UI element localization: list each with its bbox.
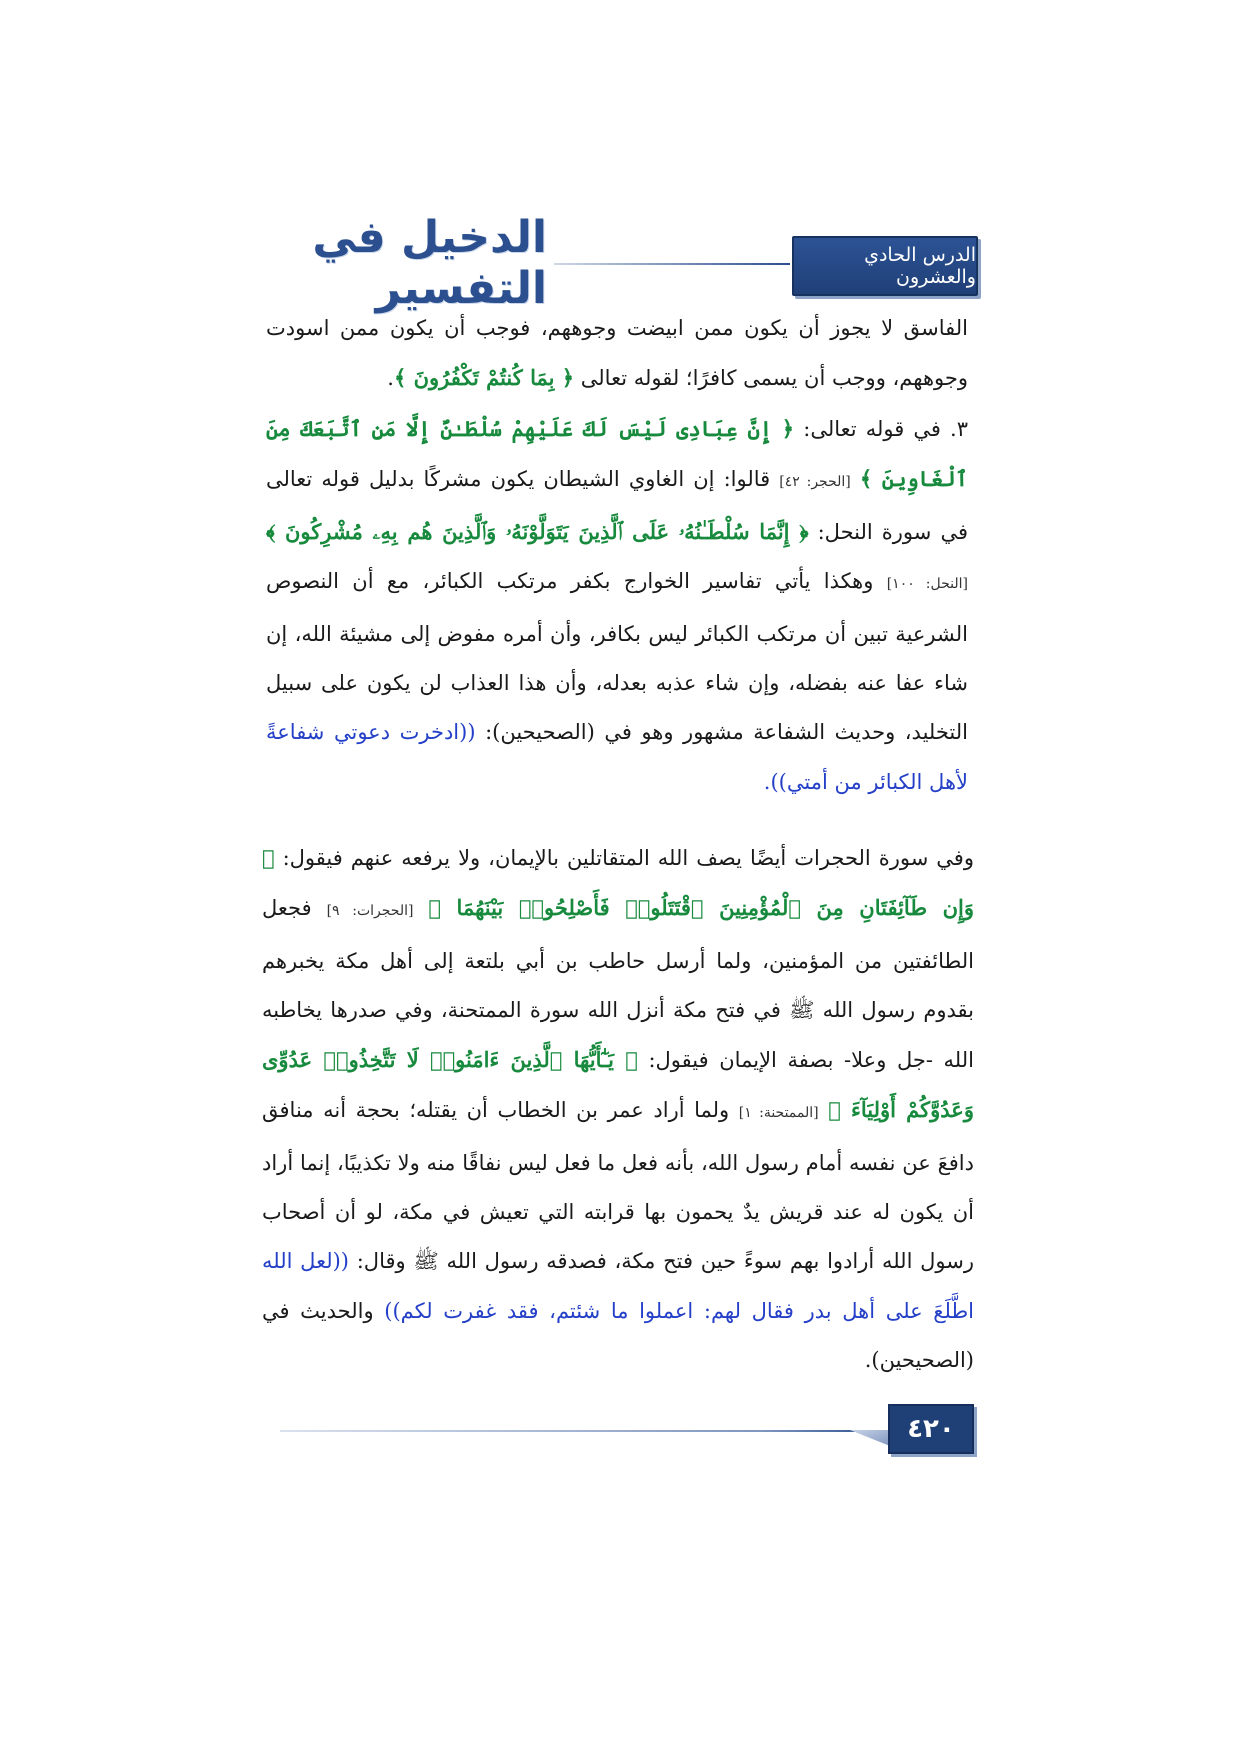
text-segment: والحديث في (الصحيحين). — [262, 1298, 974, 1372]
list-number: ٣. — [950, 416, 969, 441]
paragraph-intro — [266, 304, 968, 404]
text-segment: وهكذا يأتي تفاسير الخوارج بكفر مرتكب الكبائر، مع أن النصوص الشرعية تبين أن مرتكب الكبائر ليس بكافر، وأن أمره مفوض إلى مشيئة الله، إن شاء عفا عنه بفضله، وإن شاء عذبه بعدله، وأن هذا العذاب لن يكون على سبيل التخليد، وحديث الشفاعة مشهور وهو في (الصحيحين): — [266, 569, 968, 745]
verse-reference: [النحل: ١٠٠] — [886, 576, 968, 593]
verse-reference: [الحجرات: ٩] — [326, 903, 414, 920]
text-line: الفاسق لا يجوز أن يكون ممن ابيضت وجوههم، فوجب أن يكون ممن اسودت — [266, 316, 968, 340]
quran-verse: ﴿ بِمَا كُنتُمْ تَكْفُرُونَ ﴾ — [393, 365, 575, 391]
quran-verse: ﴿ إِنَّ عِبَادِى لَيْسَ لَكَ عَلَيْهِمْ سُلْطَـٰنٌ إِلَّا مَنِ ٱتَّبَعَكَ مِنَ ٱلْغَاوِينَ ﴾ — [266, 415, 968, 491]
paragraph-hujurat — [262, 833, 974, 1385]
text-line: وجوههم، ووجب أن يسمى كافرًا؛ لقوله تعالى — [580, 366, 968, 391]
hadith-quote: ((ادخرت دعوتي شفاعةً لأهل الكبائر من أمتي)). — [266, 720, 968, 794]
text-segment: فجعل الطائفتين من المؤمنين، ولما أرسل حاطب بن أبي بلتعة إلى أهل مكة يخبرهم بقدوم رسول الله ﷺ في فتح مكة أنزل الله سورة الممتحنة، وفي صدرها يخاطبه الله -جل وعلا- بصفة الإيمان فيقول: — [262, 896, 974, 1073]
text-segment: قالوا: إن الغاوي الشيطان يكون مشركًا بدليل قوله تعالى في سورة النحل: — [266, 466, 968, 545]
quran-verse: ﴿ وَإِن طَآئِفَتَانِ مِنَ ٱلْمُؤْمِنِينَ ٱقْتَتَلُوا۟ فَأَصْلِحُوا۟ بَيْنَهُمَا ﴾ — [262, 844, 974, 921]
header-divider — [554, 263, 790, 265]
page-header — [262, 212, 976, 314]
verse-reference: [الحجر: ٤٢] — [779, 473, 851, 490]
section-kharijite-interpretations — [262, 304, 974, 807]
section-hujurat — [262, 833, 974, 1385]
quran-verse: ﴿ يَـٰٓأَيُّهَا ٱلَّذِينَ ءَامَنُوا۟ لَا تَتَّخِذُوا۟ عَدُوِّى وَعَدُوَّكُمْ أَوْلِيَآءَ ﴾ — [262, 1047, 974, 1123]
verse-reference: [الممتحنة: ١] — [738, 1105, 819, 1122]
list-item-3 — [266, 404, 968, 807]
page-number: ٤٢٠ — [888, 1404, 974, 1454]
text-segment: وفي سورة الحجرات أيضًا يصف الله المتقاتلين بالإيمان، ولا يرفعه عنهم فيقول: — [282, 845, 974, 870]
book-title: الدخيل في التفسير — [312, 212, 547, 314]
text-segment: في قوله تعالى: — [803, 416, 941, 441]
quran-verse: ﴿ إِنَّمَا سُلْطَـٰنُهُۥ عَلَى ٱلَّذِينَ يَتَوَلَّوْنَهُۥ وَٱلَّذِينَ هُم بِهِۦ مُشْرِكُونَ ﴾ — [266, 519, 809, 545]
footer-divider — [280, 1430, 882, 1432]
hadith-quote: ((لعل الله اطَّلَعَ على أهل بدر فقال لهم: اعملوا ما شئتم، فقد غفرت لكم)) — [262, 1249, 974, 1323]
page-body — [262, 304, 974, 1385]
text-segment: ولما أراد عمر بن الخطاب أن يقتله؛ بحجة أنه منافق دافعَ عن نفسه أمام رسول الله، بأنه فعل ما فعل ليس نفاقًا منه ولا تكذيبًا، إنما أراد أن يكون له عند قريش يدٌ يحمون بها قرابته التي تعيش في مكة، لو أن أصحاب رسول الله أرادوا بهم سوءً حين فتح مكة، فصدقه رسول الله ﷺ وقال: — [262, 1098, 974, 1274]
footer-ornament — [850, 1430, 890, 1446]
punctuation: . — [387, 366, 394, 391]
lesson-badge: الدرس الحادي والعشرون — [792, 236, 978, 296]
